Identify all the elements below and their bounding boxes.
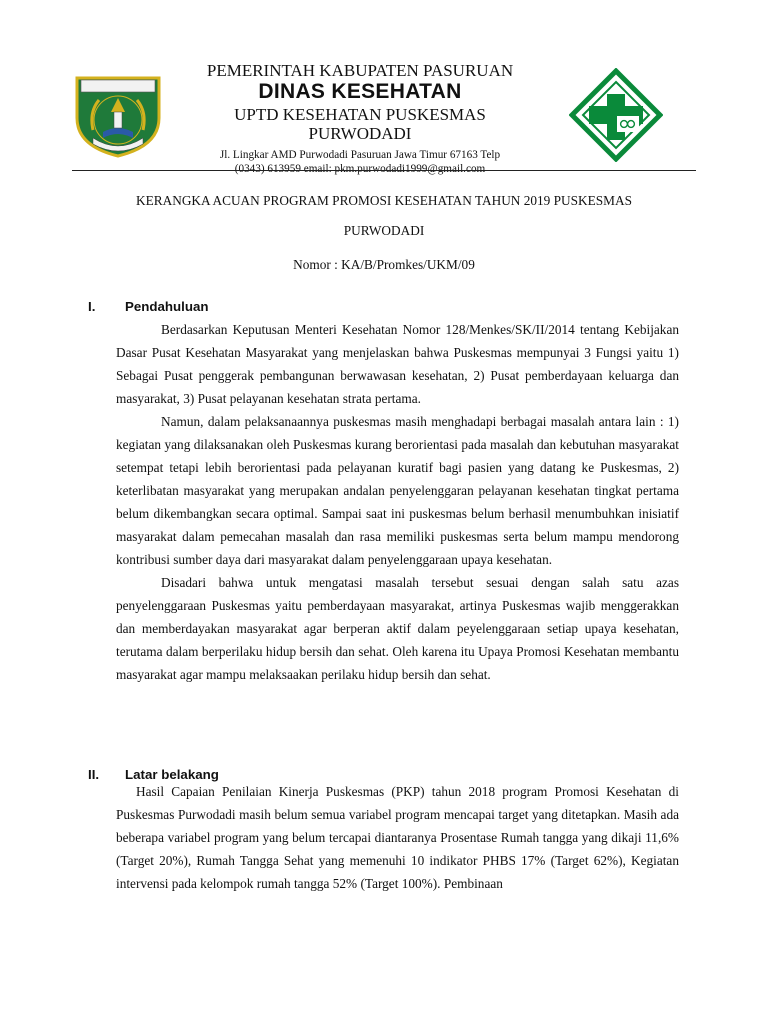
section-body-latar-belakang <box>116 780 679 895</box>
section-number: I. <box>88 299 96 314</box>
letterhead-text <box>190 60 530 176</box>
document-title <box>70 186 698 280</box>
paragraph: Disadari bahwa untuk mengatasi masalah tersebut sesuai dengan salah satu azas penyelenggaraan Puskesmas yaitu pemberdayaan masyarakat, artinya Puskesmas wajib menggerakkan dan memberdayakan masyarakat agar berperan aktif dalam peyelenggaraan setiap upaya kesehatan, terutama dalam berperilaku hidup bersih dan sehat. Oleh karena itu Upaya Promosi Kesehatan membantu masyarakat agar mampu melaksaakan perilaku hidup bersih dan sehat. <box>116 575 679 682</box>
paragraph: Namun, dalam pelaksanaannya puskesmas masih menghadapi berbagai masalah antara lain : 1) kegiatan yang dilaksanakan oleh Puskesmas kurang berorientasi pada masalah dan kebutuhan masyarakat setempat tetapi lebih berorientasi pada pelayanan kuratif bagi pasien yang datang ke Puskesmas, 2) keterlibatan masyarakat yang merupakan andalan penyelenggaran pelayanan kesehatan tingkat pertama belum dikembangkan secara optimal. Sampai saat ini puskesmas belum berhasil menumbuhkan inisiatif masyarakat dalam pemecahan masalah dan rasa memiliki puskesmas serta belum mampu mendorong kontribusi sumber daya dari masyarakat dalam penyelenggaraan upaya kesehatan. <box>116 414 679 567</box>
address-line: Jl. Lingkar AMD Purwodadi Pasuruan Jawa Timur 67163 Telp <box>219 148 501 161</box>
section-title: Latar belakang <box>125 767 219 782</box>
letterhead-divider <box>72 170 696 171</box>
title-line2: PURWODADI <box>343 223 425 238</box>
contact-line: (0343) 613959 email: pkm.purwodadi1999@gmail.com <box>234 162 486 175</box>
kabupaten-pasuruan-crest-icon <box>73 72 163 158</box>
section-number: II. <box>88 767 100 782</box>
section-title: Pendahuluan <box>125 299 209 314</box>
unit-name-line2: PURWODADI <box>308 123 412 143</box>
agency-name: DINAS KESEHATAN <box>258 79 462 103</box>
puskesmas-logo-icon <box>569 68 663 162</box>
section-body-pendahuluan <box>116 318 679 686</box>
paragraph: Berdasarkan Keputusan Menteri Kesehatan Nomor 128/Menkes/SK/II/2014 tentang Kebijakan Dasar Pusat Kesehatan Masyarakat yang menjelaskan bahwa Puskesmas mempunyai 3 Fungsi yaitu 1) Sebagai Pusat penggerak pembangunan berwawasan kesehatan, 2) Pusat pemberdayaan keluarga dan masyarakat, 3) Pusat pelayanan kesehatan strata pertama. <box>116 322 679 406</box>
unit-name-line1: UPTD KESEHATAN PUSKESMAS <box>234 104 486 124</box>
government-name: PEMERINTAH KABUPATEN PASURUAN <box>206 61 514 80</box>
title-line1: KERANGKA ACUAN PROGRAM PROMOSI KESEHATAN TAHUN 2019 PUSKESMAS <box>136 193 632 208</box>
paragraph: Hasil Capaian Penilaian Kinerja Puskesmas (PKP) tahun 2018 program Promosi Kesehatan di Puskesmas Purwodadi masih belum semua variabel program mencapai target yang ditetapkan. Masih ada beberapa variabel program yang belum tercapai diantaranya Prosentase Rumah tangga yang dikaji 11,6% (Target 20%), Rumah Tangga Sehat yang memenuhi 10 indikator PHBS 17% (Target 62%), Kegiatan intervensi pada kelompok rumah tangga 52% (Target 100%). Pembinaan <box>116 784 679 891</box>
letterhead <box>0 0 768 175</box>
address-block <box>190 148 530 176</box>
document-number: Nomor : KA/B/Promkes/UKM/09 <box>293 257 475 272</box>
